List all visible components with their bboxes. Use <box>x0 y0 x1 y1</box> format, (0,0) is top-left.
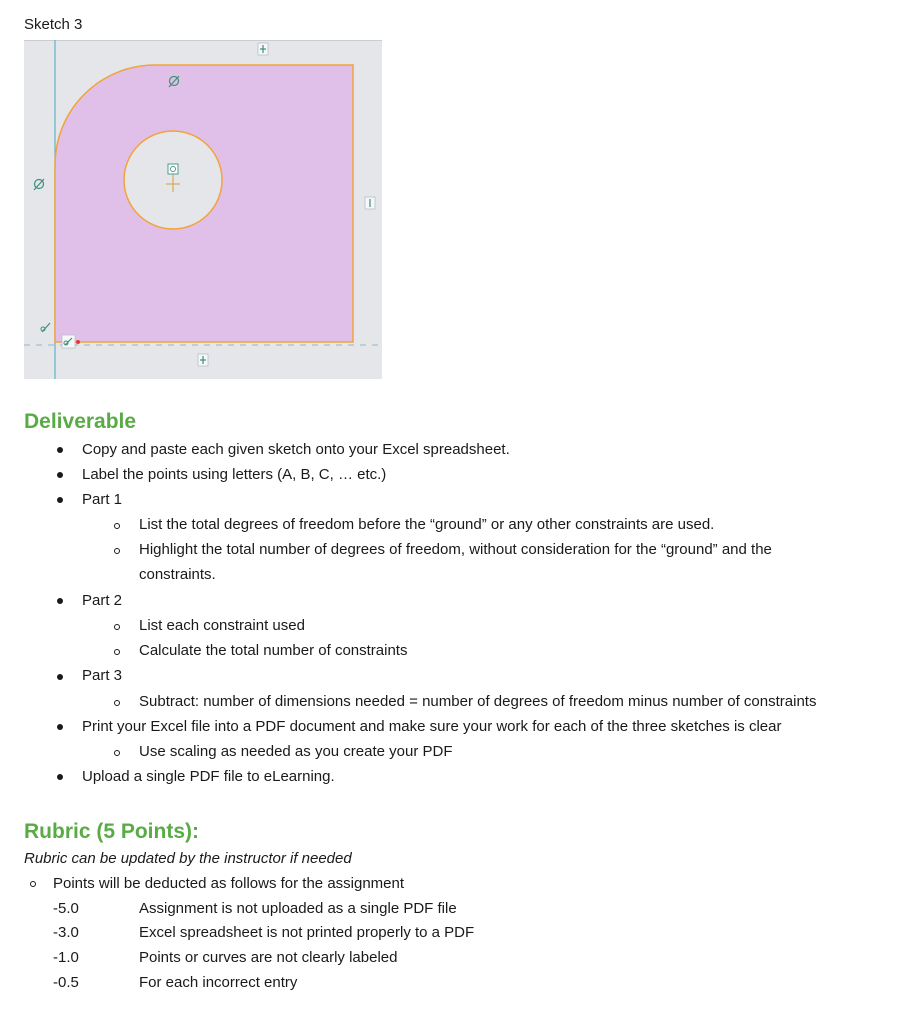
list-item: Copy and paste each given sketch onto your Excel spreadsheet. <box>82 441 510 458</box>
rubric-desc: Assignment is not uploaded as a single PDF file <box>139 900 457 917</box>
list-item: Part 3 <box>82 667 123 684</box>
list-item: Upload a single PDF file to eLearning. <box>82 768 335 785</box>
list-item: Part 2 <box>82 592 123 609</box>
list-item: List the total degrees of freedom before the “ground” or any other constraints are used. <box>139 516 715 533</box>
rubric-heading: Rubric (5 Points): <box>24 820 200 843</box>
list-item: Print your Excel file into a PDF document and make sure your work for each of the three sketches is clear <box>82 718 782 735</box>
deliverable-heading: Deliverable <box>24 410 137 433</box>
list-item: Part 1 <box>82 491 123 508</box>
rubric-points: -5.0 <box>53 900 79 917</box>
sketch-title: Sketch 3 <box>24 16 83 33</box>
fix-icon-2 <box>62 335 75 348</box>
rubric-note: Rubric can be updated by the instructor if needed <box>24 850 352 867</box>
list-item: Calculate the total number of constraints <box>139 642 408 659</box>
origin-point <box>76 340 80 344</box>
rubric-desc: For each incorrect entry <box>139 974 298 991</box>
rubric-points: -0.5 <box>53 974 79 991</box>
rubric-points: -1.0 <box>53 949 79 966</box>
list-item: Use scaling as needed as you create your PDF <box>139 743 453 760</box>
list-item: Highlight the total number of degrees of freedom, without consideration for the “ground” and the <box>139 541 772 558</box>
rubric-intro: Points will be deducted as follows for the assignment <box>53 875 405 892</box>
rubric-points: -3.0 <box>53 924 79 941</box>
rubric-desc: Excel spreadsheet is not printed properly to a PDF <box>139 924 475 941</box>
horizontal-icon-top <box>258 43 268 55</box>
list-item: Subtract: number of dimensions needed = number of degrees of freedom minus number of constraints <box>139 693 817 710</box>
sketch-image <box>24 40 382 379</box>
horizontal-icon-bottom <box>198 354 208 366</box>
list-item: constraints. <box>139 566 216 583</box>
list-item: Label the points using letters (A, B, C, … etc.) <box>82 466 387 483</box>
rubric-desc: Points or curves are not clearly labeled <box>139 949 398 966</box>
center-point-icon <box>168 164 178 174</box>
list-item: List each constraint used <box>139 617 305 634</box>
vertical-icon-right <box>365 197 375 209</box>
